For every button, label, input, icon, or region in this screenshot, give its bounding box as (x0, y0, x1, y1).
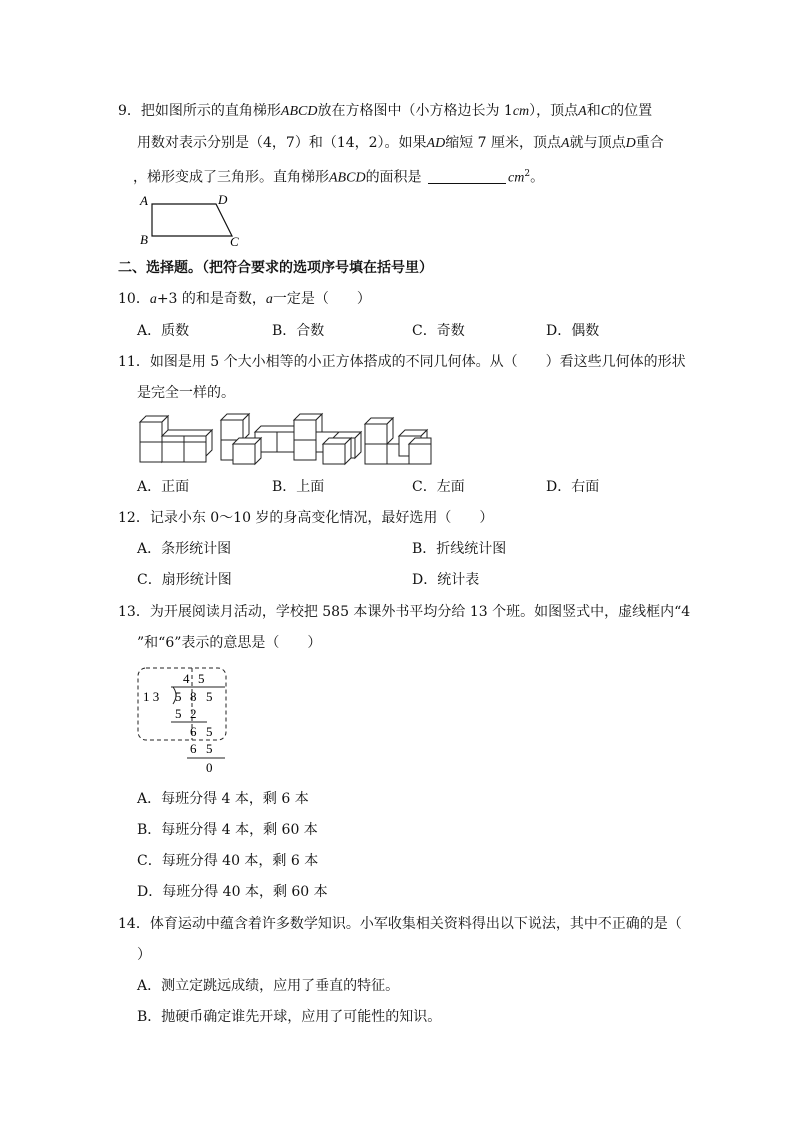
cube-figures (137, 408, 437, 466)
q10-option-d[interactable]: D．偶数 (546, 323, 600, 339)
q12-option-d[interactable]: D．统计表 (412, 572, 480, 588)
step2-5: 5 (206, 724, 213, 739)
q11-option-a[interactable]: A．正面 (137, 479, 190, 495)
q10-option-c[interactable]: C．奇数 (412, 323, 465, 339)
q10-option-a[interactable]: A．质数 (137, 323, 190, 339)
q12-stem: 12．记录小东 0～10 岁的身高变化情况，最好选用（ ） (118, 510, 494, 526)
step3-5: 5 (206, 741, 213, 756)
q9-line1: 9．把如图所示的直角梯形ABCD放在方格图中（小方格边长为 1cm），顶点A和C的位置 (118, 103, 653, 119)
dividend-5: 5 (175, 689, 182, 704)
trapezoid-label-a: A (140, 193, 148, 208)
step1-2: 2 (190, 706, 197, 721)
q9-line2: 用数对表示分别是（4，7）和（14，2）。如果AD缩短 7 厘米，顶点A就与顶点D重合 (137, 135, 664, 151)
q14-line2: ） (137, 947, 151, 963)
remainder-0: 0 (206, 760, 213, 775)
q11-line2: 是完全一样的。 (137, 385, 235, 401)
q11-option-b[interactable]: B．上面 (272, 479, 325, 495)
q11-option-d[interactable]: D．右面 (546, 479, 600, 495)
cube-figure-3 (294, 414, 361, 464)
q13-option-c[interactable]: C．每班分得 40 本，剩 6 本 (137, 853, 319, 869)
trapezoid-label-c: C (230, 234, 239, 249)
q14-option-b[interactable]: B．抛硬币确定谁先开球，应用了可能性的知识。 (137, 1009, 442, 1025)
q14-option-a[interactable]: A．测立定跳远成绩，应用了垂直的特征。 (137, 978, 400, 994)
trapezoid-label-b: B (140, 232, 148, 247)
cube-figure-1 (140, 416, 212, 462)
dashed-box (138, 668, 226, 740)
cube-figure-4 (365, 418, 431, 464)
cube-figure-2 (221, 414, 305, 464)
trapezoid-figure (138, 190, 248, 250)
q11-option-c[interactable]: C．左面 (412, 479, 465, 495)
q10-stem: 10．a+3 的和是奇数，a一定是（ ） (118, 291, 371, 307)
q13-option-a[interactable]: A．每班分得 4 本，剩 6 本 (137, 791, 309, 807)
q12-option-c[interactable]: C．扇形统计图 (137, 572, 232, 588)
q13-line2: ”和“6”表示的意思是（ ） (137, 635, 322, 651)
q12-option-b[interactable]: B．折线统计图 (412, 541, 507, 557)
step1-5: 5 (175, 706, 182, 721)
dividend-8: 8 (190, 689, 197, 704)
q13-option-d[interactable]: D．每班分得 40 本，剩 60 本 (137, 884, 328, 900)
step2-6: 6 (190, 724, 197, 739)
q12-option-a[interactable]: A．条形统计图 (137, 541, 232, 557)
q13-line1: 13．为开展阅读月活动，学校把 585 本课外书平均分给 13 个班。如图竖式中，虚线框内“4 (118, 604, 691, 620)
q14-line1: 14．体育运动中蕴含着许多数学知识。小军收集相关资料得出以下说法，其中不正确的是（ (118, 916, 682, 932)
trapezoid-label-d: D (218, 192, 228, 207)
step3-6: 6 (190, 741, 197, 756)
trapezoid-shape (152, 204, 232, 236)
divisor: 1 3 (143, 689, 160, 704)
q10-option-b[interactable]: B．合数 (272, 323, 325, 339)
answer-blank[interactable] (428, 169, 506, 184)
section-heading: 二、选择题。（把符合要求的选项序号填在括号里） (118, 260, 433, 276)
q13-option-b[interactable]: B．每班分得 4 本，剩 60 本 (137, 822, 318, 838)
q11-line1: 11．如图是用 5 个大小相等的小正方体搭成的不同几何体。从（ ）看这些几何体的形状 (118, 354, 686, 370)
q9-line3: ，梯形变成了三角形。直角梯形ABCD的面积是 $cm^2$。 (133, 169, 545, 186)
dividend-5b: 5 (206, 689, 213, 704)
quotient-digit-5: 5 (198, 671, 205, 686)
quotient-digit-4: 4 (183, 671, 190, 686)
long-division-figure (135, 664, 235, 776)
